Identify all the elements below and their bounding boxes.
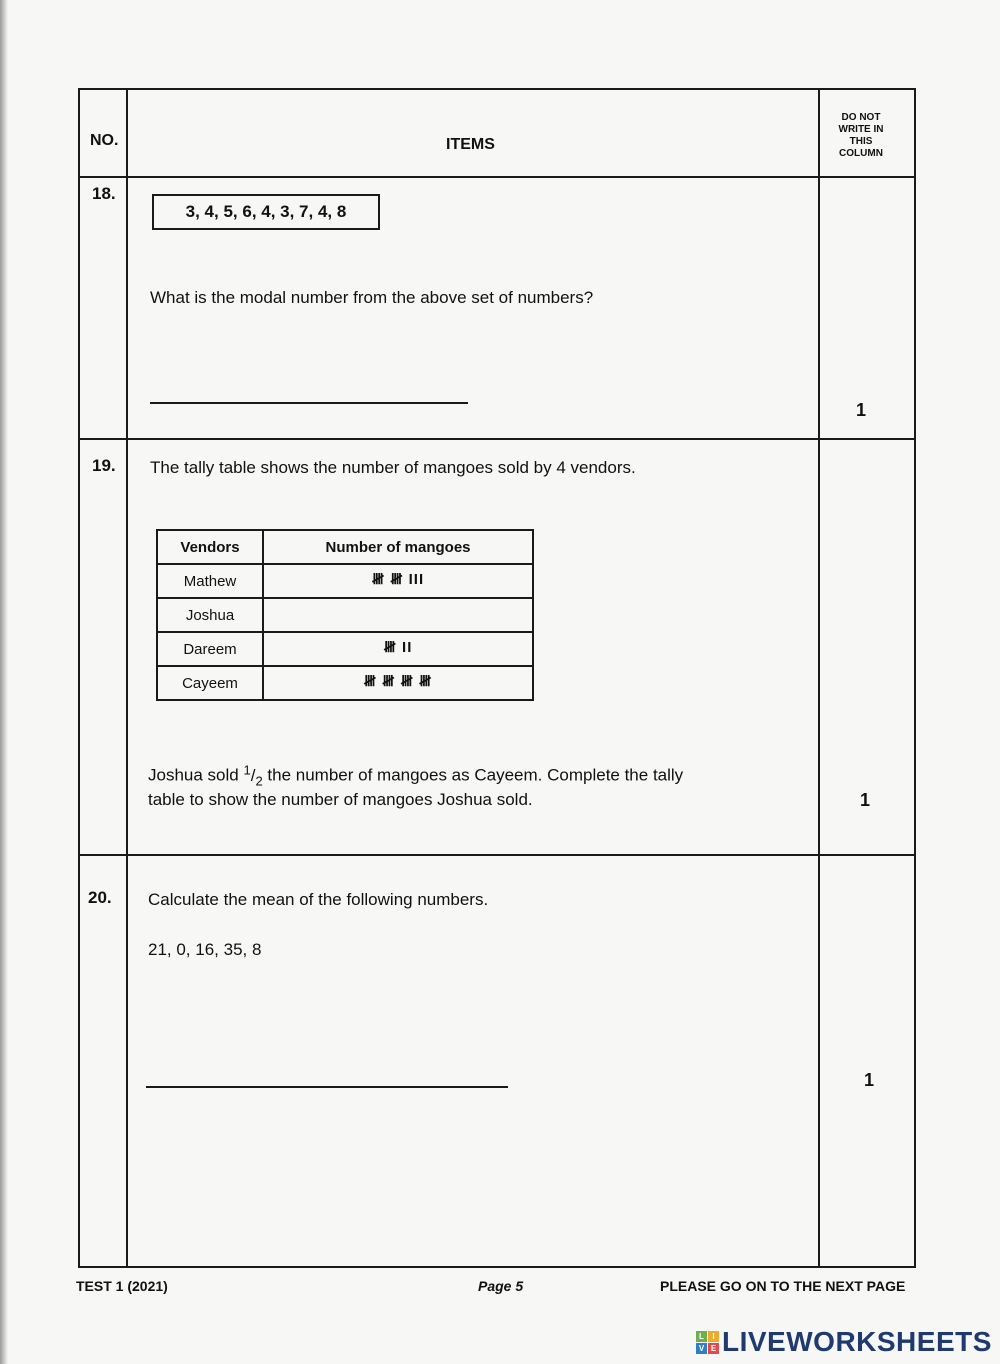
fraction-one-half: $^1/_2$ bbox=[243, 762, 263, 789]
row-divider-19 bbox=[80, 854, 914, 856]
answer-line-18[interactable] bbox=[150, 402, 468, 404]
header-items: ITEMS bbox=[446, 136, 495, 153]
tally-marks: 𝍸 II bbox=[263, 632, 533, 666]
question-number-19: 19. bbox=[92, 456, 116, 475]
column-divider-marks bbox=[818, 90, 820, 1266]
tally-marks: 𝍸 𝍸 III bbox=[263, 564, 533, 598]
logo-blocks-icon: L I V E bbox=[696, 1331, 719, 1354]
mark-20: 1 bbox=[864, 1070, 875, 1090]
header-number-of-mangoes: Number of mangoes bbox=[263, 530, 533, 564]
table-row bbox=[157, 632, 533, 666]
tally-table bbox=[156, 529, 534, 701]
question-number-18: 18. bbox=[92, 184, 116, 203]
answer-line-20[interactable] bbox=[146, 1086, 508, 1088]
page-edge-shadow bbox=[0, 0, 8, 1364]
footer-page-number: Page 5 bbox=[478, 1278, 524, 1294]
row-divider-18 bbox=[80, 438, 914, 440]
mark-18: 1 bbox=[856, 400, 867, 420]
question-18-prompt: What is the modal number from the above set of numbers? bbox=[150, 288, 594, 307]
footer-next-page: PLEASE GO ON TO THE NEXT PAGE bbox=[660, 1278, 906, 1294]
footer-test-label: TEST 1 (2021) bbox=[76, 1278, 168, 1294]
vendor-name: Dareem bbox=[157, 632, 263, 666]
vendor-name: Mathew bbox=[157, 564, 263, 598]
tally-table-header bbox=[157, 530, 533, 564]
mark-19: 1 bbox=[860, 790, 871, 810]
vendor-name: Joshua bbox=[157, 598, 263, 632]
question-number-20: 20. bbox=[88, 888, 112, 907]
vendor-name: Cayeem bbox=[157, 666, 263, 700]
header-no: NO. bbox=[90, 132, 119, 149]
tally-answer-field[interactable] bbox=[263, 598, 533, 632]
tally-marks: 𝍸 𝍸 𝍸 𝍸 bbox=[263, 666, 533, 700]
logo-text: LIVEWORKSHEETS bbox=[722, 1326, 992, 1357]
table-row bbox=[157, 564, 533, 598]
column-divider-no bbox=[126, 90, 128, 1266]
question-19-prompt-line1: Joshua sold $^1/_2$ the number of mangoes as Cayeem. Complete the tally bbox=[148, 762, 684, 789]
question-19-prompt-line2: table to show the number of mangoes Joshua sold. bbox=[148, 790, 533, 809]
header-vendors: Vendors bbox=[157, 530, 263, 564]
table-row bbox=[157, 598, 533, 632]
question-20-numbers: 21, 0, 16, 35, 8 bbox=[148, 940, 262, 959]
number-set-box: 3, 4, 5, 6, 4, 3, 7, 4, 8 bbox=[152, 194, 380, 230]
table-row bbox=[157, 666, 533, 700]
header-divider bbox=[80, 176, 914, 178]
question-19-intro: The tally table shows the number of mangoes sold by 4 vendors. bbox=[150, 458, 636, 477]
liveworksheets-logo bbox=[696, 1326, 992, 1358]
question-20-prompt: Calculate the mean of the following numbers. bbox=[148, 890, 489, 909]
question-table bbox=[78, 88, 916, 1268]
header-do-not-write: DO NOT WRITE IN THIS COLUMN bbox=[838, 112, 884, 159]
